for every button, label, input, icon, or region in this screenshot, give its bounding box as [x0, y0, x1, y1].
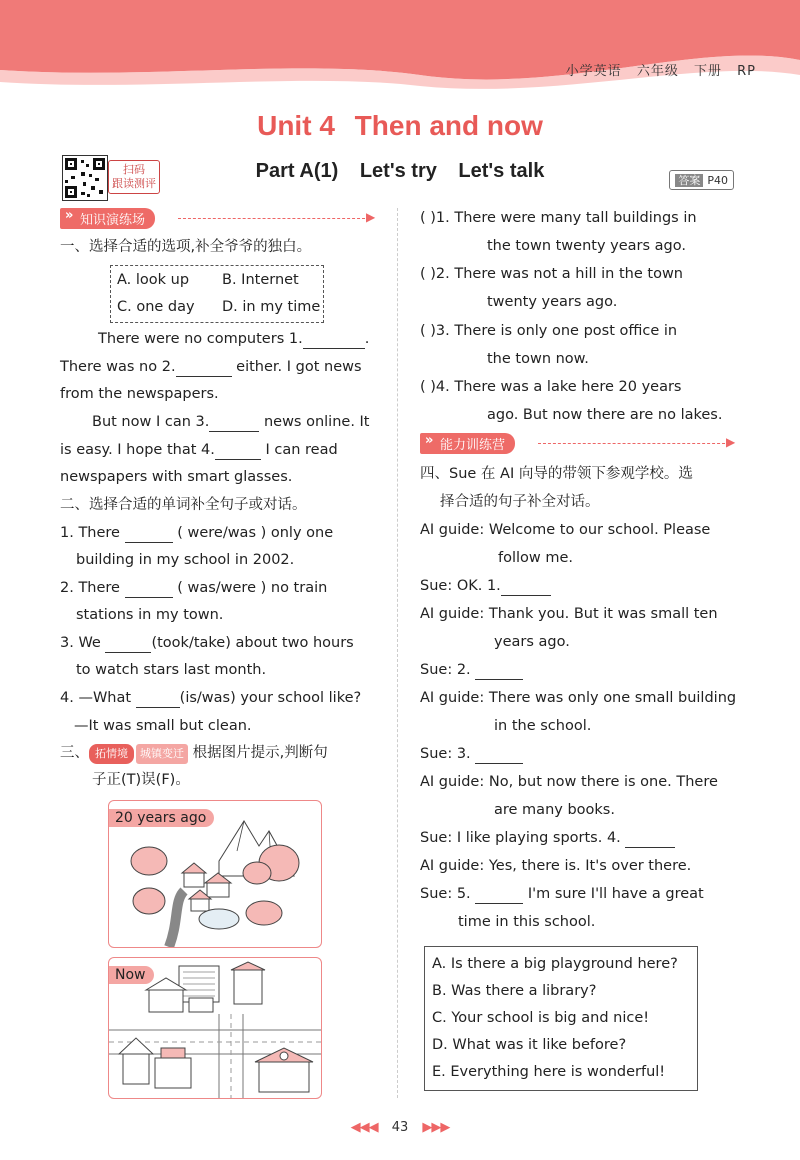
q4-option-d: D. What was it like before? — [432, 1037, 627, 1053]
q3-item-1: ( )1. There were many tall buildings in — [420, 210, 697, 226]
header-subject: 小学英语 — [565, 64, 622, 79]
q1-line: But now I can 3. news online. It — [92, 414, 370, 430]
unit-name: Then and now — [354, 110, 543, 141]
q2-item-1-cont: building in my school in 2002. — [76, 552, 295, 568]
header-volume: 下册 — [693, 64, 722, 79]
q1-line: from the newspapers. — [60, 386, 219, 402]
q2-item-2-cont: stations in my town. — [76, 607, 224, 623]
q4-option-e: E. Everything here is wonderful! — [432, 1064, 666, 1080]
dialog-line: AI guide: Yes, there is. It's over there. — [420, 858, 692, 874]
blank-3[interactable] — [209, 415, 259, 432]
q4-title-cont: 择合适的句子补全对话。 — [440, 494, 600, 510]
q3-item-3: ( )3. There is only one post office in — [420, 323, 678, 339]
answer-reference[interactable]: 答案 P40 — [669, 170, 734, 190]
q3-title-cont: 子正(T)误(F)。 — [92, 772, 190, 788]
lets-try-label: Let's try — [359, 160, 437, 182]
q1-line: newspapers with smart glasses. — [60, 469, 293, 485]
arrow-right-icon: ▶ — [366, 210, 376, 224]
q3-item-4-cont: ago. But now there are no lakes. — [487, 407, 723, 423]
dialog-line: Sue: 2. — [420, 660, 523, 680]
section-ability-tag: » 能力训练营 — [420, 433, 515, 454]
dialog-line-cont: are many books. — [494, 802, 615, 818]
dialog-line: Sue: OK. 1. — [420, 576, 551, 596]
blank-1[interactable] — [303, 332, 365, 349]
dialog-line: AI guide: There was only one small building — [420, 690, 737, 706]
scan-label[interactable]: 扫码 跟读测评 — [108, 160, 160, 194]
label-20-years-ago: 20 years ago — [109, 809, 214, 827]
q2-item-1: 1. There ( were/was ) only one — [60, 525, 334, 541]
page-number: 43 — [391, 1120, 409, 1135]
q4-option-b: B. Was there a library? — [432, 983, 597, 999]
dialog-blank-5[interactable] — [475, 887, 523, 904]
dialog-line: Sue: I like playing sports. 4. — [420, 828, 675, 848]
dialog-line-cont: in the school. — [494, 718, 592, 734]
badge-topic: 城镇变迁 — [136, 744, 188, 764]
badge-context: 拓情境 — [89, 744, 134, 764]
q2-blank-3[interactable] — [105, 636, 151, 653]
section-knowledge-tag: » 知识演练场 — [60, 208, 155, 229]
q2-blank-1[interactable] — [125, 526, 173, 543]
q1-option-c: C. one day — [117, 299, 195, 315]
picture-now — [108, 957, 322, 1099]
column-divider — [397, 208, 398, 1098]
dialog-line: AI guide: Welcome to our school. Please — [420, 522, 711, 538]
dialog-line-cont: time in this school. — [458, 914, 596, 930]
q2-item-3-cont: to watch stars last month. — [76, 662, 267, 678]
q2-item-3: 3. We (took/take) about two hours — [60, 635, 354, 651]
header-meta — [556, 60, 756, 79]
part-label: Part A(1) — [255, 160, 339, 182]
dialog-line: Sue: 3. — [420, 744, 523, 764]
q2-item-2: 2. There ( was/were ) no train — [60, 580, 328, 596]
q1-option-a: A. look up — [117, 272, 190, 288]
unit-number: Unit 4 — [257, 110, 335, 141]
dialog-line: AI guide: No, but now there is one. There — [420, 774, 718, 790]
dialog-blank-3[interactable] — [475, 747, 523, 764]
q1-line: There were no computers 1. . — [98, 331, 370, 347]
next-arrows-icon: ▶▶▶ — [422, 1120, 450, 1135]
q3-item-2: ( )2. There was not a hill in the town — [420, 266, 683, 282]
section-knowledge-header — [60, 208, 380, 228]
blank-2[interactable] — [176, 360, 232, 377]
q3-item-1-cont: the town twenty years ago. — [487, 238, 686, 254]
q2-blank-4[interactable] — [136, 691, 180, 708]
q3-item-3-cont: the town now. — [487, 351, 589, 367]
q4-option-a: A. Is there a big playground here? — [432, 956, 678, 972]
dialog-line: Sue: 5. I'm sure I'll have a great — [420, 886, 704, 902]
q1-option-d: D. in my time — [222, 299, 321, 315]
q3-item-4: ( )4. There was a lake here 20 years — [420, 379, 682, 395]
q4-option-c: C. Your school is big and nice! — [432, 1010, 650, 1026]
dialog-line-cont: follow me. — [498, 550, 574, 566]
q3-title: 三、 拓情境 城镇变迁 根据图片提示,判断句 — [60, 743, 328, 764]
dashed-rule — [178, 218, 370, 219]
q3-item-2-cont: twenty years ago. — [487, 294, 618, 310]
section-ability-header — [420, 433, 740, 453]
unit-title — [0, 110, 800, 142]
dashed-rule — [538, 443, 730, 444]
dialog-line: AI guide: Thank you. But it was small ten — [420, 606, 718, 622]
q2-title: 二、选择合适的单词补全句子或对话。 — [60, 497, 307, 513]
blank-4[interactable] — [215, 443, 261, 460]
q2-item-4-cont: —It was small but clean. — [74, 718, 252, 734]
picture-20-years-ago — [108, 800, 322, 948]
arrow-right-icon: ▶ — [726, 435, 736, 449]
q1-option-b: B. Internet — [222, 272, 299, 288]
label-now: Now — [109, 966, 154, 984]
q4-title: 四、Sue 在 AI 向导的带领下参观学校。选 — [420, 466, 693, 482]
q1-title: 一、选择合适的选项,补全爷爷的独白。 — [60, 239, 312, 255]
dialog-line-cont: years ago. — [494, 634, 570, 650]
q1-line: is easy. I hope that 4. I can read — [60, 442, 338, 458]
lets-talk-label: Let's talk — [458, 160, 545, 182]
q2-blank-2[interactable] — [125, 581, 173, 598]
prev-arrows-icon: ◀◀◀ — [350, 1120, 378, 1135]
header-edition: RP — [737, 64, 756, 79]
header-grade: 六年级 — [636, 64, 679, 79]
q1-line: There was no 2. either. I got news — [60, 359, 362, 375]
dialog-blank-1[interactable] — [501, 579, 551, 596]
dialog-blank-2[interactable] — [475, 663, 523, 680]
dialog-blank-4[interactable] — [625, 831, 675, 848]
page-footer — [0, 1120, 800, 1135]
q2-item-4: 4. —What (is/was) your school like? — [60, 690, 362, 706]
